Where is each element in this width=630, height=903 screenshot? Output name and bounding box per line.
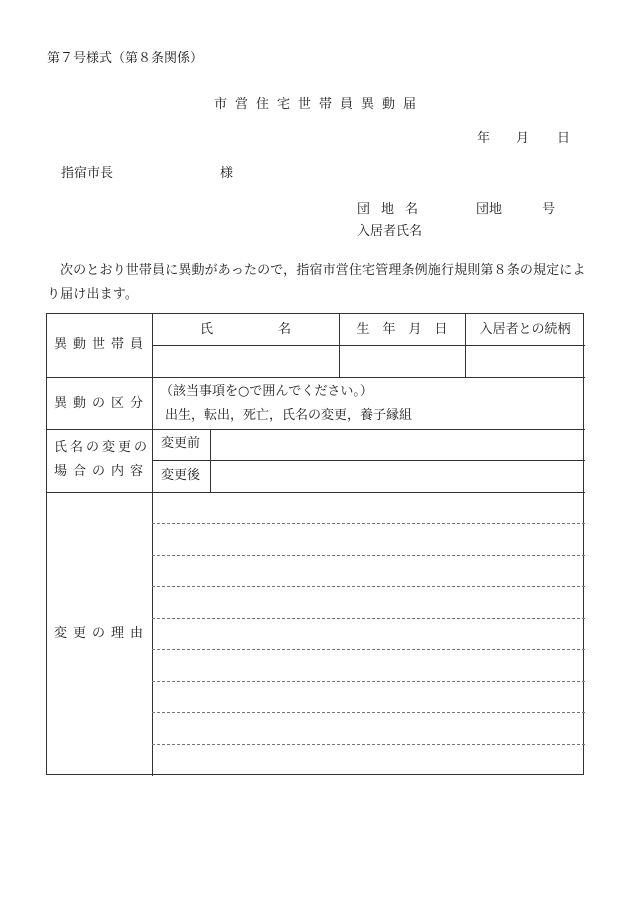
name-header: 氏 名 <box>199 322 291 337</box>
household-member-label: 異動世帯員 <box>54 337 150 352</box>
page-title: 市営住宅世帯員異動届 <box>213 97 424 112</box>
after-name-input[interactable] <box>211 461 584 491</box>
honorific: 様 <box>220 166 234 181</box>
rule <box>47 377 585 378</box>
change-type-options[interactable]: 出生，転出，死亡，氏名の変更，養子縁組 <box>165 408 413 423</box>
name-change-label-line2: 場合の内容 <box>54 464 150 479</box>
danchi-field[interactable]: 団地 <box>476 202 503 217</box>
resident-name-field[interactable]: 入居者氏名 <box>357 224 423 239</box>
reason-label: 変更の理由 <box>54 626 150 641</box>
date-year-label: 年 <box>477 131 491 146</box>
member-relation-input[interactable] <box>466 347 584 376</box>
change-type-instruction: （該当事項を○で囲んでください。） <box>160 384 373 399</box>
statement-text: 次のとおり世帯員に異動があったので，指宿市営住宅管理条例施行規則第８条の規定により届け出ます。 <box>47 263 586 302</box>
addressee: 指宿市長 <box>61 166 114 181</box>
form-number: 第７号様式（第８条関係） <box>47 51 204 66</box>
after-label: 変更後 <box>161 468 201 483</box>
member-birthdate-input[interactable] <box>340 347 465 376</box>
before-name-input[interactable] <box>211 430 584 460</box>
form-table <box>46 313 584 775</box>
birthdate-header: 生 年 月 日 <box>356 322 448 337</box>
date-day-label: 日 <box>557 131 571 146</box>
unit-number-field[interactable]: 号 <box>542 202 556 217</box>
reason-input-area[interactable] <box>153 493 584 775</box>
danchi-name-label: 団地名 <box>357 202 430 217</box>
change-type-label: 異動の区分 <box>54 396 150 411</box>
name-change-label-line1: 氏名の変更の <box>54 440 151 455</box>
date-month-label: 月 <box>516 131 530 146</box>
member-name-input[interactable] <box>153 347 339 376</box>
rule <box>152 345 585 346</box>
before-label: 変更前 <box>161 436 201 451</box>
relation-header: 入居者との続柄 <box>479 322 571 337</box>
